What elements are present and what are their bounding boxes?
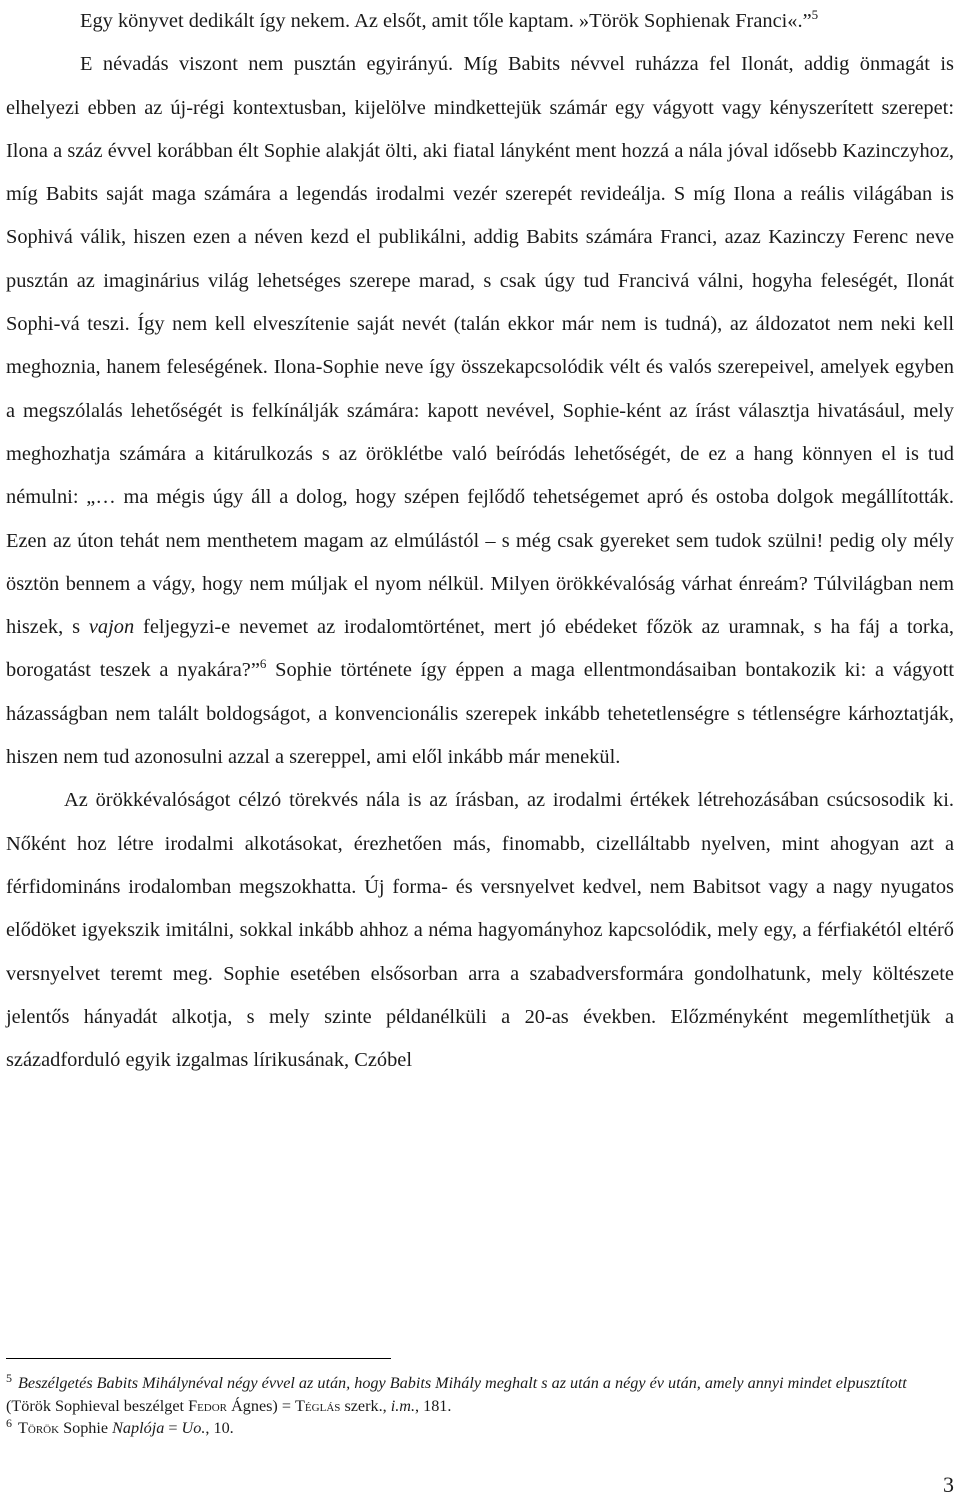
footnote-ref-5[interactable]: 5: [811, 7, 819, 23]
footnote-6-text: =: [164, 1419, 182, 1438]
paragraph-quote-continuation: [6, 0, 954, 43]
footnote-5-editor: Téglás: [295, 1396, 341, 1415]
paragraph-2-italic: vajon: [88, 616, 135, 639]
footnote-5-im: i.m.: [390, 1396, 416, 1415]
paragraph-2-text-c: Sophie története így éppen a maga ellentmondásaiban bontakozik ki: a vágyott házasságban nem talált boldogságot, a konvencionális szerepek inkább tehetetlenségre s tétlenségre kárhoztatják, hiszen nem tud azonosulni azzal a szereppel, ami elől inkább már menekül.: [6, 659, 954, 769]
paragraph-2-text-b: feljegyzi-e nevemet az irodalomtörténet, mert jó ebédeket főzök az uramnak, s ha fáj a torka, borogatást teszek a nyakára?”: [6, 616, 954, 682]
footnotes: [6, 1372, 954, 1440]
footnote-6: [6, 1417, 954, 1440]
footnote-5-title: Beszélgetés Babits Mihálynéval négy évvel az után, hogy Babits Mihály meghalt s az után a négy év után, amely annyi mindet elpusztított: [18, 1374, 907, 1392]
footnote-6-text: Sophie: [59, 1419, 113, 1438]
footnote-5-page: , 181.: [415, 1396, 452, 1415]
footnote-5-number: 5: [6, 1370, 12, 1385]
paragraph-3-text: Az örökkévalóságot célzó törekvés nála is az írásban, az irodalmi értékek létrehozásában csúcsosodik ki. Nőként hoz létre irodalmi alkotásokat, érezhetően más, finomabb, cizelláltabb nyelven, mint ahogyan azt a férfidomináns irodalomban megszokhatta. Új forma- és versnyelvet kedvel, nem Babitsot vagy a nagy nyugatos elődöket igyekszik imitálni, sokkal inkább ahhoz a néma hagyományhoz kapcsolódik, mely egy, a férfiakétól eltérő versnyelvet teremt meg. Sophie esetében elsősorban arra a szabadversformára gondolhatunk, mely költészete jelentős hányadát alkotja, s mely szinte példanélküli a 20-as években. Előzményként megemlíthetjük a századforduló egyik izgalmas lírikusának, Czóbel: [6, 789, 954, 1072]
document-page: [6, 0, 954, 1509]
paragraph-2: [6, 43, 954, 779]
body-text: [6, 0, 954, 1082]
page-number: 3: [943, 1472, 954, 1497]
footnote-5: [6, 1372, 954, 1417]
footnote-6-page: , 10.: [205, 1419, 234, 1438]
paragraph-2-text-a: E névadás viszont nem pusztán egyirányú. Míg Babits névvel ruházza fel Ilonát, addig önmagát is elhelyezi ebben az új-régi kontextusban, kijelölve mindkettejük számár egy vágyott vagy kényszerített szerepet: Ilona a száz évvel korábban élt Sophie alakját ölti, aki fiatal lányként ment hozzá a nála jóval idősebb Kazinczyhoz, míg Babits saját maga számára a legendás irodalmi vezér szerepét revideálja. S míg Ilona a reális világában is Sophivá válik, hiszen ezen a néven kezd el publikálni, addig Babits számára Franci, azaz Kazinczy Ferenc neve pusztán az imaginárius világ lehetséges szerepe marad, s csak úgy tud Francivá válni, hogyha feleségét, Ilonát Sophi-vá teszi. Így nem kell elveszítenie saját nevét (talán ekkor már nem is tudná), az áldozatot nem neki kell meghoznia, hanem feleségének. Ilona-Sophie neve így összekapcsolódik vélt és valós szerepeivel, amelyek egyben a megszólalás lehetőségét is felkínálják számára: kapott nevével, Sophie-ként az írást választja hivatásául, mely meghozhatja számára a kitárulkozás s az öröklétbe való beíródás lehetőségét, de ez a hang könnyen el is tud némulni: „… ma mégis úgy áll a dolog, hogy szépen fejlődő tehetségemet apró és ostoba dolgok megállították. Ezen az úton tehát nem menthetem magam az elmúlástól – s még csak gyereket sem tudok szülni! pedig oly mély ösztön bennem a vágy, hogy nem múljak el nyom nélkül. Milyen örökkévalóság várhat énreám? Túlvilágban nem hiszek, s: [6, 53, 954, 639]
footnote-5-author: Fedor: [188, 1396, 228, 1415]
paragraph-1-text: Egy könyvet dedikált így nekem. Az elsőt, amit tőle kaptam. »Török Sophienak Franci«.”: [80, 10, 812, 32]
footnote-separator: [6, 1358, 391, 1359]
footnote-6-title: Naplója: [112, 1419, 165, 1438]
footnote-ref-6[interactable]: 6: [259, 656, 267, 672]
footnote-5-text: Ágnes) =: [227, 1396, 296, 1415]
paragraph-3: [6, 779, 954, 1082]
footnote-6-uo: Uo.: [181, 1419, 206, 1438]
footnote-5-text: szerk.,: [340, 1396, 391, 1415]
footnote-6-author: Török: [18, 1419, 60, 1438]
footnote-6-number: 6: [6, 1415, 12, 1430]
footnote-5-text: (Török Sophieval beszélget: [6, 1396, 189, 1415]
